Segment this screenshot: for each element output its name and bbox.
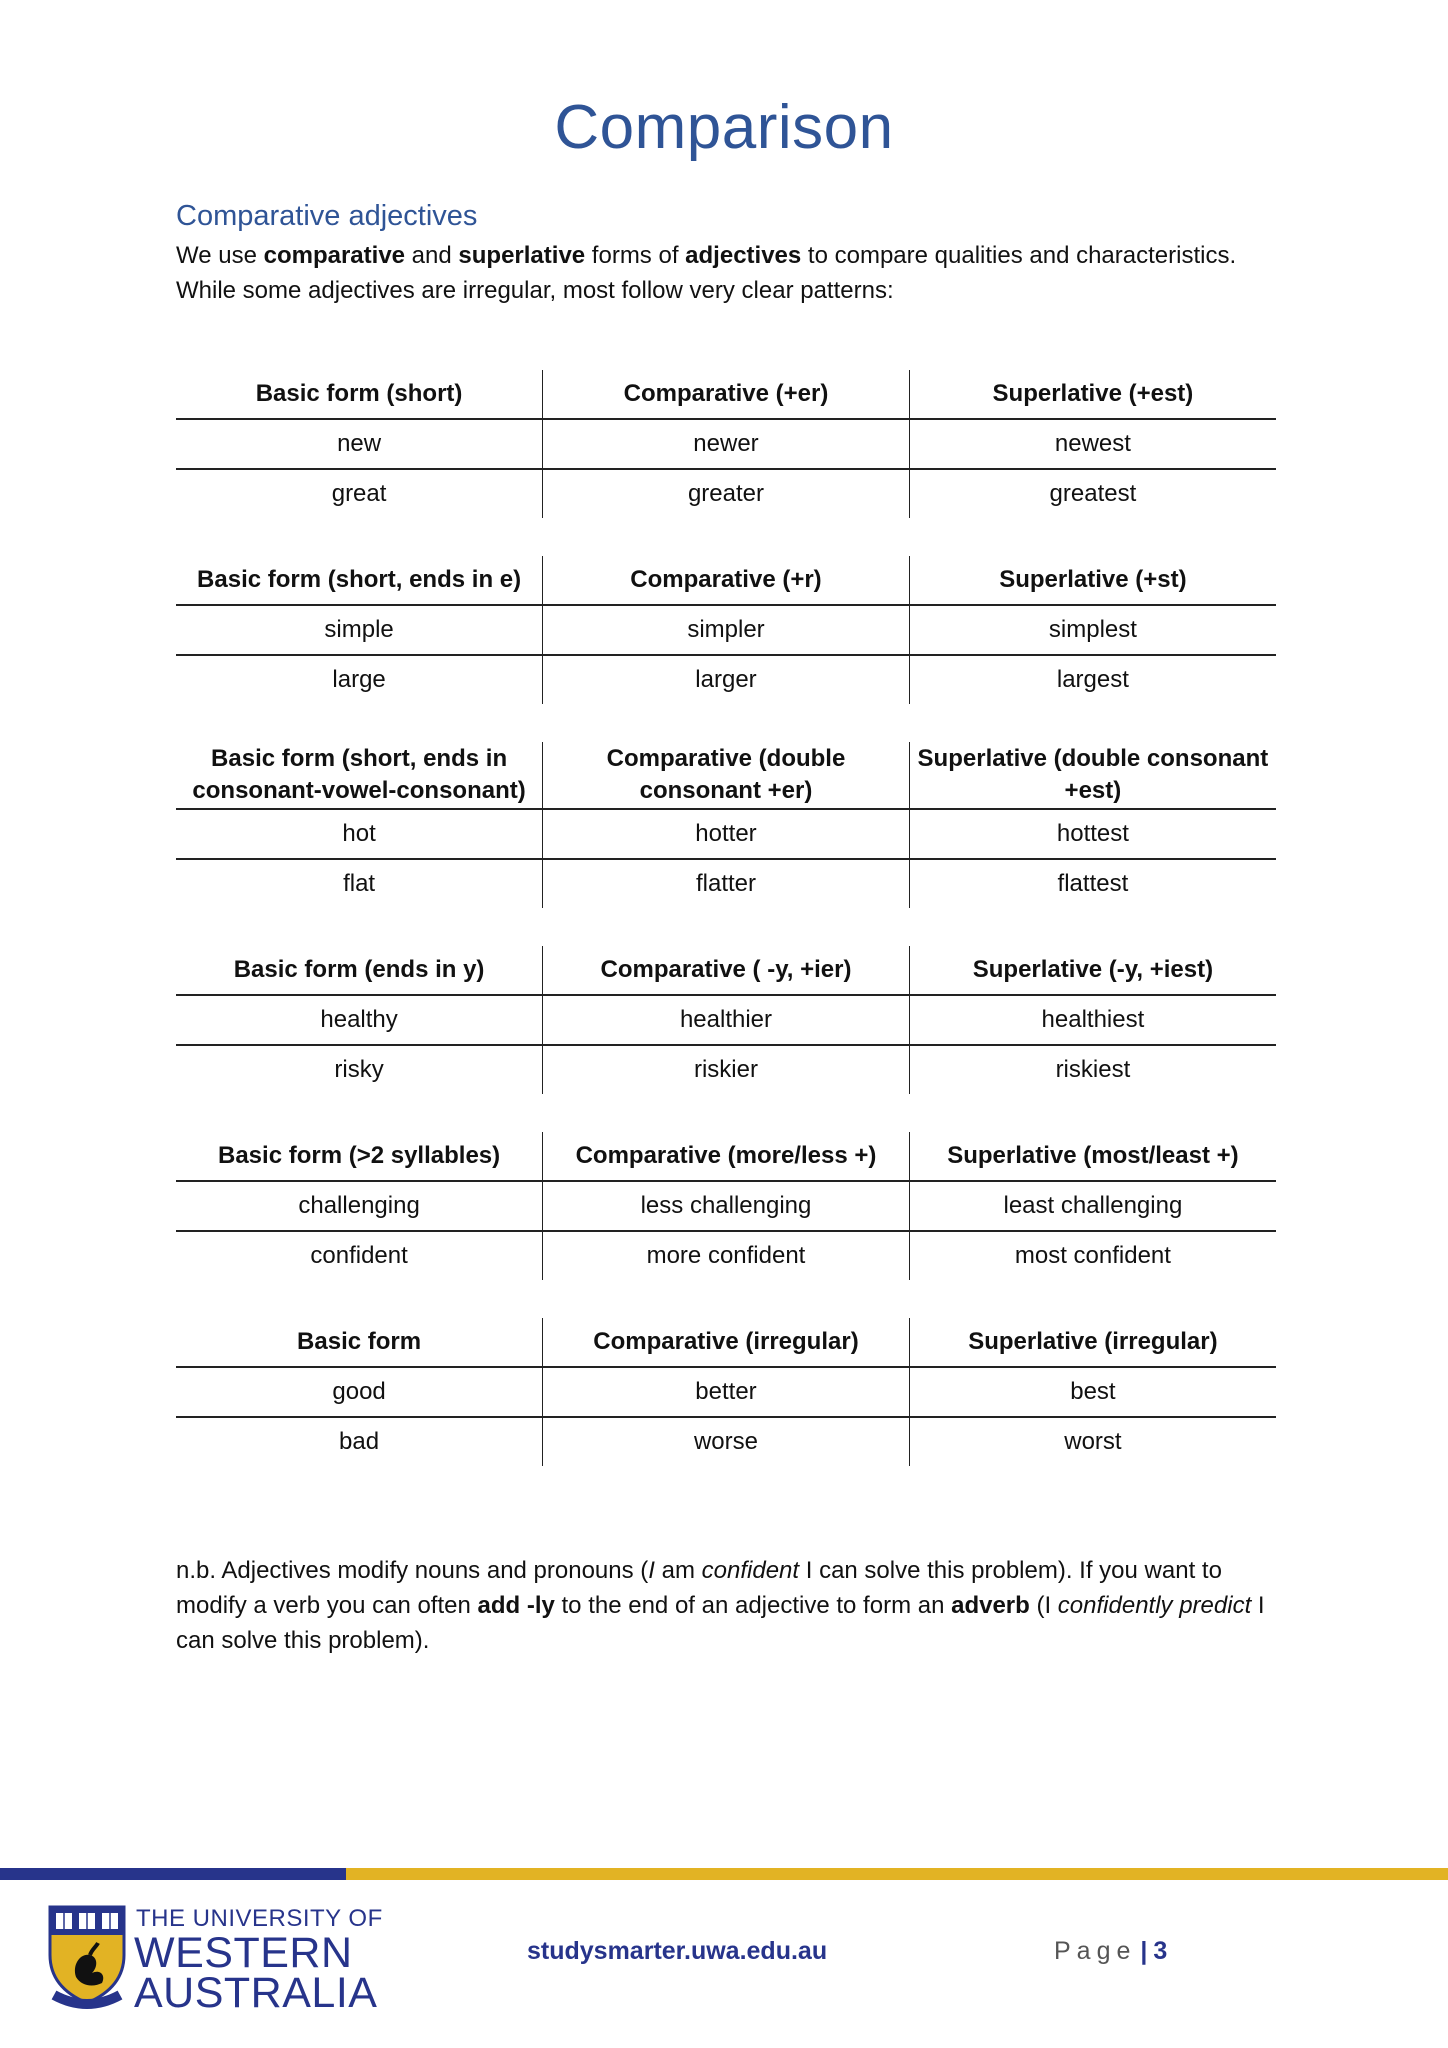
table-cell: confident xyxy=(310,1242,408,1269)
table-ends-in-e xyxy=(176,556,1276,704)
column-header: Comparative (double consonant +er) xyxy=(543,742,910,809)
intro-paragraph: We use comparative and superlative forms of adjectives to compare qualities and characteristics. While some adjectives are irregular, most follow very clear patterns: xyxy=(176,242,1237,304)
table-cell: newest xyxy=(909,419,1276,469)
adjective-tables xyxy=(176,370,1276,1504)
logo-line-3: AUSTRALIA xyxy=(134,1969,378,2017)
table-cell: best xyxy=(909,1367,1276,1417)
column-header: Comparative (+er) xyxy=(543,370,910,419)
table-row xyxy=(176,1231,1276,1280)
column-header: Basic form (short, ends in consonant-vowel-consonant) xyxy=(176,742,543,809)
logo-line-2: WESTERN xyxy=(134,1929,353,1977)
table-row xyxy=(176,655,1276,704)
footer-url[interactable]: studysmarter.uwa.edu.au xyxy=(527,1937,828,1965)
section-heading: Comparative adjectives xyxy=(176,200,478,232)
table-cell: riskier xyxy=(543,1045,910,1094)
table-cell: least challenging xyxy=(909,1181,1276,1231)
table-cell: flattest xyxy=(909,859,1276,908)
university-logo xyxy=(46,1903,383,2017)
column-header: Basic form (short, ends in e) xyxy=(176,556,543,605)
table-cell: worst xyxy=(909,1417,1276,1466)
table-row xyxy=(176,469,1276,518)
table-cell: large xyxy=(332,666,386,693)
table-cell: larger xyxy=(543,655,910,704)
column-header: Comparative (more/less +) xyxy=(543,1132,910,1181)
column-header: Superlative (irregular) xyxy=(909,1318,1276,1367)
table-cell: largest xyxy=(909,655,1276,704)
column-header: Superlative (+st) xyxy=(909,556,1276,605)
table-cell: risky xyxy=(334,1056,384,1083)
note-paragraph: n.b. Adjectives modify nouns and pronouns (I am confident I can solve this problem). If you want to modify a verb you can often add -ly to the end of an adjective to form an adverb (I confidently predict I can solve this problem). xyxy=(176,1557,1265,1654)
table-cell: healthiest xyxy=(909,995,1276,1045)
table-row xyxy=(176,1045,1276,1094)
column-header: Basic form xyxy=(176,1318,543,1367)
footer-bar-gold xyxy=(346,1868,1448,1880)
table-cell: challenging xyxy=(176,1181,543,1231)
table-row xyxy=(176,1181,1276,1231)
column-header: Basic form (ends in y) xyxy=(176,946,543,995)
table-row xyxy=(176,419,1276,469)
table-cell: simpler xyxy=(543,605,910,655)
table-cell: hotter xyxy=(543,809,910,859)
table-row xyxy=(176,859,1276,908)
page-separator: | xyxy=(1140,1937,1148,1965)
footer-bar-blue xyxy=(0,1868,346,1880)
table-row xyxy=(176,1417,1276,1466)
table-cell: greater xyxy=(543,469,910,518)
column-header: Comparative (+r) xyxy=(543,556,910,605)
column-header: Basic form (short) xyxy=(176,370,543,419)
table-cell: simple xyxy=(176,605,543,655)
table-long-adjectives xyxy=(176,1132,1276,1280)
table-cell: hottest xyxy=(909,809,1276,859)
table-cell: better xyxy=(543,1367,910,1417)
table-cell: riskiest xyxy=(909,1045,1276,1094)
column-header: Superlative (-y, +iest) xyxy=(909,946,1276,995)
logo-line-1: THE UNIVERSITY OF xyxy=(136,1905,383,1932)
column-header: Comparative (irregular) xyxy=(543,1318,910,1367)
table-cell: flatter xyxy=(543,859,910,908)
page-number-value: 3 xyxy=(1153,1937,1168,1965)
table-cell: great xyxy=(331,480,387,507)
column-header: Comparative ( -y, +ier) xyxy=(543,946,910,995)
table-cell: bad xyxy=(339,1428,380,1455)
page-title: Comparison xyxy=(554,93,894,162)
table-cell: healthy xyxy=(176,995,543,1045)
column-header: Basic form (>2 syllables) xyxy=(176,1132,543,1181)
table-ends-in-y xyxy=(176,946,1276,1094)
table-row xyxy=(176,1367,1276,1417)
table-cell: worse xyxy=(543,1417,910,1466)
column-header: Superlative (most/least +) xyxy=(909,1132,1276,1181)
table-row xyxy=(176,995,1276,1045)
column-header: Superlative (double consonant +est) xyxy=(909,742,1276,809)
table-cell: newer xyxy=(543,419,910,469)
table-cvc xyxy=(176,742,1276,908)
table-cell: less challenging xyxy=(543,1181,910,1231)
table-cell: flat xyxy=(343,870,376,897)
table-short-adjectives xyxy=(176,370,1276,518)
table-cell: simplest xyxy=(909,605,1276,655)
page-label: Page xyxy=(1054,1937,1137,1965)
column-header: Superlative (+est) xyxy=(909,370,1276,419)
page-number xyxy=(1054,1937,1167,1966)
table-row xyxy=(176,605,1276,655)
table-cell: good xyxy=(176,1367,543,1417)
table-cell: more confident xyxy=(543,1231,910,1280)
table-cell: healthier xyxy=(543,995,910,1045)
table-cell: new xyxy=(176,419,543,469)
table-row xyxy=(176,809,1276,859)
table-cell: greatest xyxy=(909,469,1276,518)
table-cell: hot xyxy=(176,809,543,859)
table-cell: most confident xyxy=(909,1231,1276,1280)
crest-icon xyxy=(46,1903,128,2013)
table-irregular xyxy=(176,1318,1276,1466)
